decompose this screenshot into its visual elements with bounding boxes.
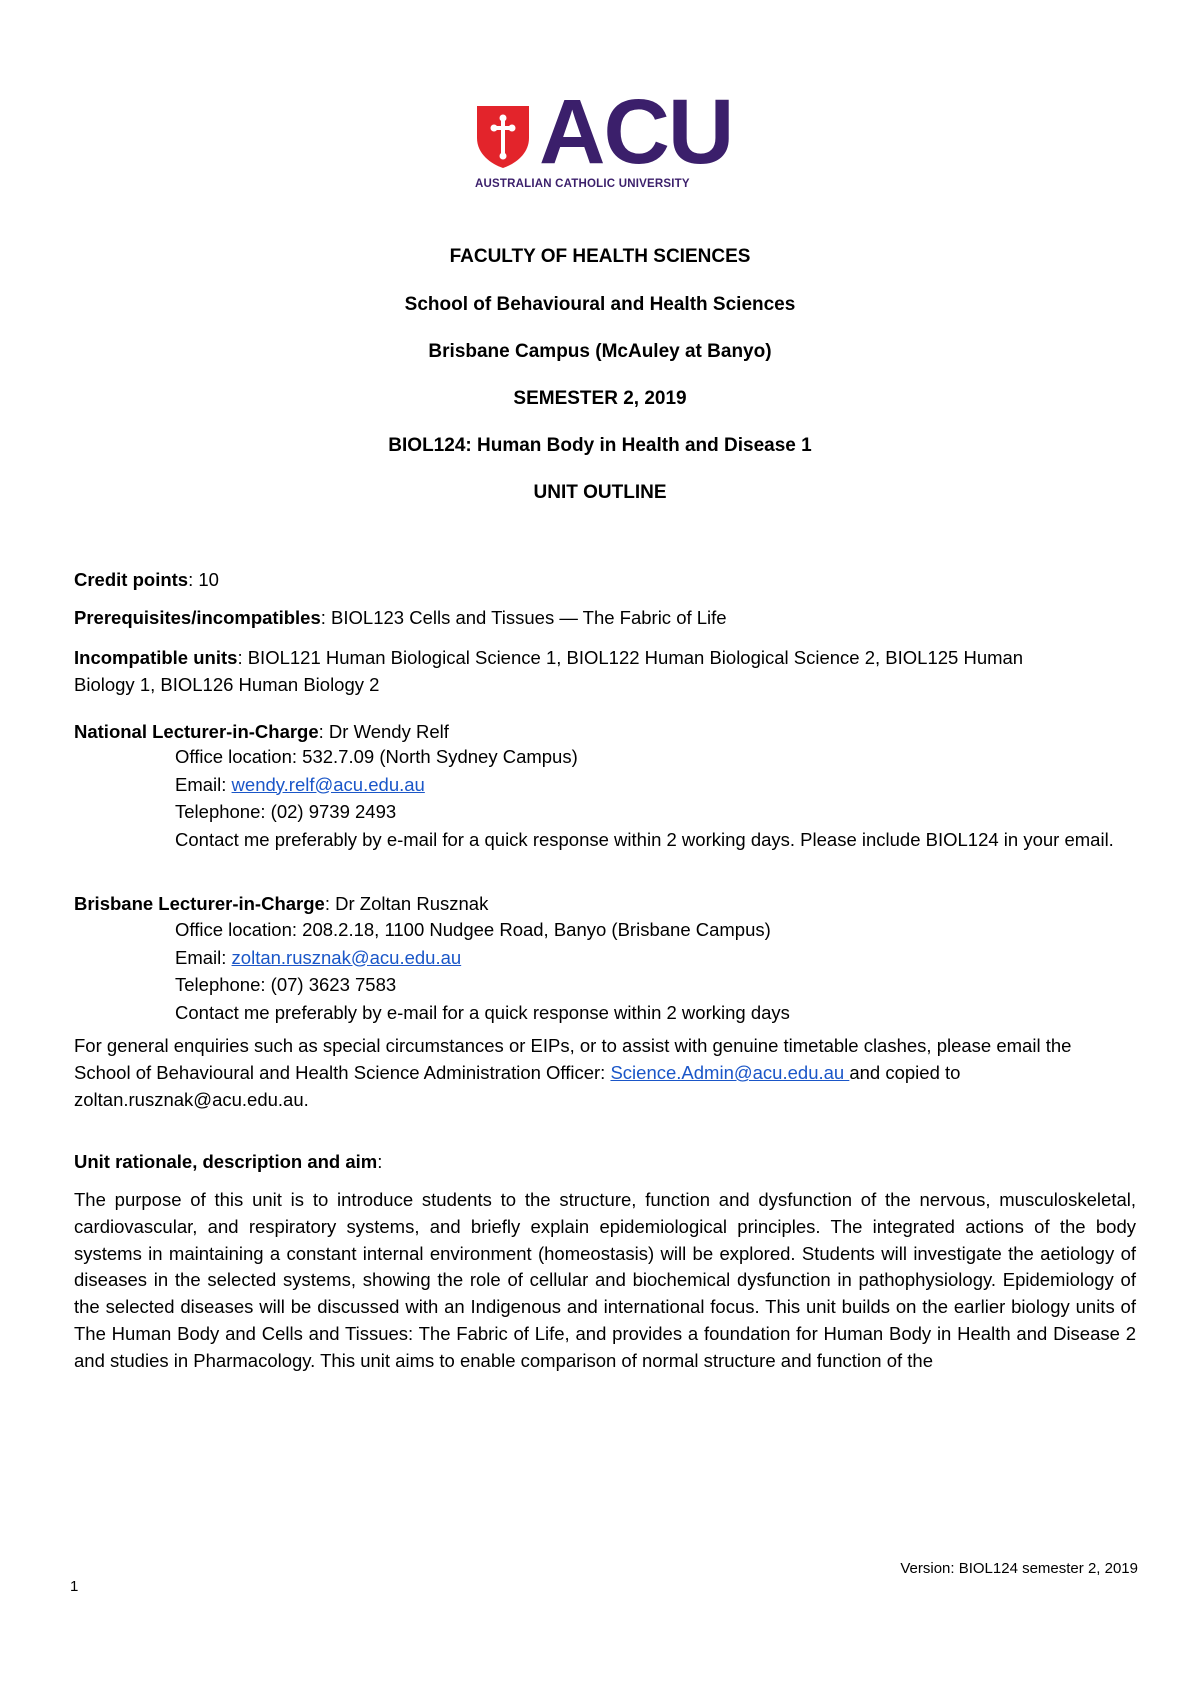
general-tail: and copied to zoltan.rusznak@acu.edu.au. — [74, 1062, 961, 1110]
prerequisites — [74, 604, 1134, 631]
unit-title: BIOL124: Human Body in Health and Disease 1 — [388, 435, 812, 456]
brisbane-name: : Dr Zoltan Rusznak — [324, 893, 489, 914]
shield-icon — [475, 104, 531, 170]
general-text: For general enquiries such as special circumstances or EIPs, or to assist with genuine timetable clashes, please email the School of Behavioural and Health Science Administration Officer: — [74, 1035, 1072, 1083]
campus-title: Brisbane Campus (McAuley at Banyo) — [428, 341, 772, 362]
credit-points — [74, 566, 1134, 593]
brisbane-office: Office location: 208.2.18, 1100 Nudgee Road, Banyo (Brisbane Campus) — [175, 919, 771, 940]
national-contact: Contact me preferably by e-mail for a quick response within 2 working days. Please include BIOL124 in your email. — [175, 828, 1114, 850]
national-office: Office location: 532.7.09 (North Sydney Campus) — [175, 746, 578, 767]
doc-type-title: UNIT OUTLINE — [533, 482, 667, 503]
brisbane-email-label: Email: — [175, 946, 232, 968]
incompatible-units — [74, 644, 1034, 698]
rationale-body: The purpose of this unit is to introduce students to the structure, function and dysfunction of the nervous, musculoskeletal, cardiovascular, and respiratory systems, and briefly explain epidemiological principles. The integrated actions of the body systems in maintaining a constant internal environment (homeostasis) will be explored. Students will investigate the aetiology of diseases in the selected systems, showing the role of cellular and biochemical dysfunction in pathophysiology. Epidemiology of the selected diseases will be discussed with an Indigenous and international focus. This unit builds on the earlier biology units of The Human Body and Cells and Tissues: The Fabric of Life, and provides a foundation for Human Body in Health and Disease 2 and studies in Pharmacology. This unit aims to enable comparison of normal structure and function of the — [74, 1189, 1136, 1371]
brisbane-lecturer — [74, 890, 1134, 917]
version-footer: Version: BIOL124 semester 2, 2019 — [900, 1560, 1138, 1577]
national-email-line — [175, 771, 1135, 799]
general-enquiries — [74, 1032, 1074, 1113]
incompatible-value: : BIOL121 Human Biological Science 1, BIOL122 Human Biological Science 2, BIOL125 Human Biology 1, BIOL126 Human Biology 2 — [74, 647, 1024, 695]
rationale-heading-text: Unit rationale, description and aim — [74, 1151, 378, 1172]
logo-wordmark: ACU — [539, 81, 733, 183]
rationale-colon: : — [377, 1151, 383, 1172]
national-details — [175, 743, 1135, 853]
incompatible-label: Incompatible units — [74, 647, 238, 668]
brisbane-details — [175, 916, 1135, 1026]
admin-email-link[interactable]: Science.Admin@acu.edu.au — [610, 1062, 850, 1083]
brisbane-phone: Telephone: (07) 3623 7583 — [175, 974, 397, 995]
national-label: National Lecturer-in-Charge — [74, 721, 319, 742]
national-email-label: Email: — [175, 773, 232, 795]
prereq-value: : BIOL123 Cells and Tissues — The Fabric of Life — [320, 607, 727, 628]
prereq-label: Prerequisites/incompatibles — [74, 607, 321, 628]
national-lecturer — [74, 718, 1134, 745]
acu-logo — [475, 81, 735, 192]
credit-label: Credit points — [74, 569, 189, 590]
brisbane-email-line — [175, 944, 1135, 972]
brisbane-label: Brisbane Lecturer-in-Charge — [74, 893, 325, 914]
national-email-link[interactable]: wendy.relf@acu.edu.au — [231, 773, 425, 795]
credit-value: : 10 — [188, 569, 219, 590]
national-phone: Telephone: (02) 9739 2493 — [175, 801, 397, 822]
page-number: 1 — [70, 1578, 79, 1595]
semester-title: SEMESTER 2, 2019 — [513, 388, 687, 409]
brisbane-contact: Contact me preferably by e-mail for a quick response within 2 working days — [175, 1001, 790, 1023]
rationale-heading — [74, 1148, 1134, 1175]
faculty-title: FACULTY OF HEALTH SCIENCES — [449, 246, 751, 267]
brisbane-email-link[interactable]: zoltan.rusznak@acu.edu.au — [231, 946, 462, 968]
school-title: School of Behavioural and Health Sciences — [404, 294, 796, 315]
logo-subtitle: AUSTRALIAN CATHOLIC UNIVERSITY — [475, 178, 690, 190]
national-name: : Dr Wendy Relf — [318, 721, 449, 742]
